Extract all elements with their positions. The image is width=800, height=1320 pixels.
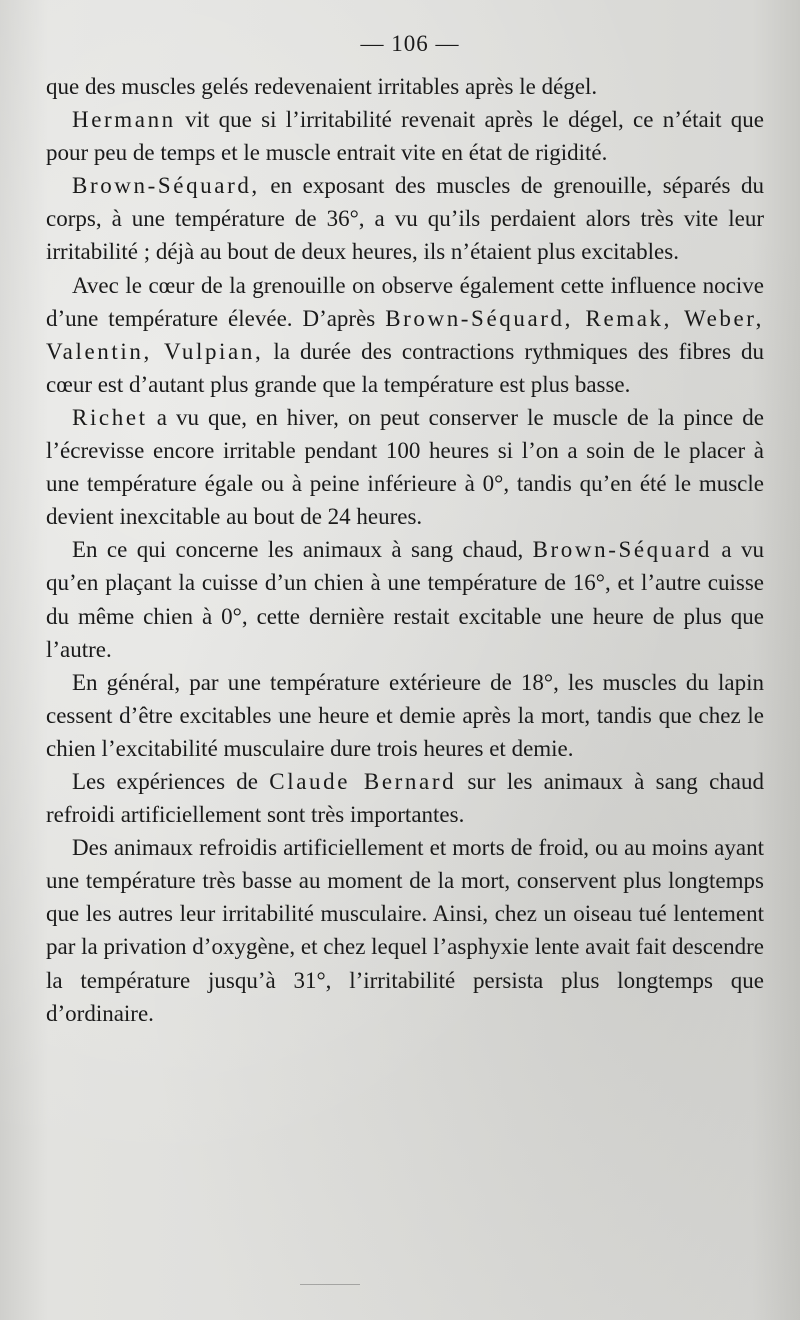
paragraph: [46, 765, 764, 831]
text-segment: vit que si l’irritabilité revenait après le dégel, ce n’était que pour peu de temps et le muscle entrait vite en état de rigidité.: [46, 107, 764, 166]
paragraph: [46, 70, 764, 103]
author-name: Brown-Séquard, Remak, Weber, Valentin, Vulpian,: [46, 305, 764, 364]
author-name: Claude Bernard: [269, 768, 457, 794]
paragraph: [46, 533, 764, 665]
author-name: Hermann: [72, 107, 176, 133]
paragraph: [46, 169, 764, 268]
text-segment: Des animaux refroidis artificiellement et morts de froid, ou au moins ayant une température très basse au moment de la mort, conservent plus longtemps que les autres leur irritabilité musculaire. Ainsi, chez un oiseau tué lentement par la privation d’oxygène, et chez lequel l’asphyxie lente avait fait descendre la température jusqu’à 31°, l’irritabilité persista plus longtemps que d’ordinaire.: [46, 835, 764, 1026]
text-segment: en exposant des muscles de grenouille, séparés du corps, à une température de 36°, a vu qu’ils perdaient alors très vite leur irritabilité ; déjà au bout de deux heures, ils n’étaient plus excitables.: [46, 173, 764, 265]
author-name: Brown-Séquard: [532, 537, 713, 563]
text-segment: Les expériences de: [72, 768, 270, 794]
paragraph: [46, 666, 764, 765]
text-segment: Avec le cœur de la grenouille on observe également cette influence nocive d’une température élevée. D’après: [46, 272, 764, 331]
author-name: Richet: [72, 404, 148, 430]
page-number: — 106 —: [360, 31, 460, 56]
body-text: [46, 70, 764, 1030]
text-segment: a vu que, en hiver, on peut conserver le muscle de la pince de l’écrevisse encore irritable pendant 100 heures si l’on a soin de le placer à une température égale ou à peine inférieure à 0°, tandis qu’en été le muscle devient inexcitable au bout de 24 heures.: [46, 404, 764, 530]
paragraph: [46, 103, 764, 169]
text-segment: sur les animaux à sang chaud refroidi artificiellement sont très importantes.: [46, 768, 764, 828]
text-segment: a vu qu’en plaçant la cuisse d’un chien à une température de 16°, et l’autre cuisse du même chien à 0°, cette dernière restait excitable une heure de plus que l’autre.: [46, 537, 764, 662]
text-segment: la durée des contractions rythmiques des fibres du cœur est d’autant plus grande que la température est plus basse.: [46, 338, 764, 397]
bottom-rule: [300, 1284, 360, 1285]
text-segment: En général, par une température extérieure de 18°, les muscles du lapin cessent d’être excitables une heure et demie après la mort, tandis que chez le chien l’excitabilité musculaire dure trois heures et demie.: [46, 669, 764, 761]
text-segment: que des muscles gelés redevenaient irritables après le dégel.: [46, 74, 598, 99]
paragraph: [46, 831, 764, 1030]
paragraph: [46, 269, 764, 401]
text-segment: En ce qui concerne les animaux à sang chaud,: [72, 537, 533, 563]
paragraph: [46, 401, 764, 533]
author-name: Brown-Séquard,: [72, 173, 260, 199]
